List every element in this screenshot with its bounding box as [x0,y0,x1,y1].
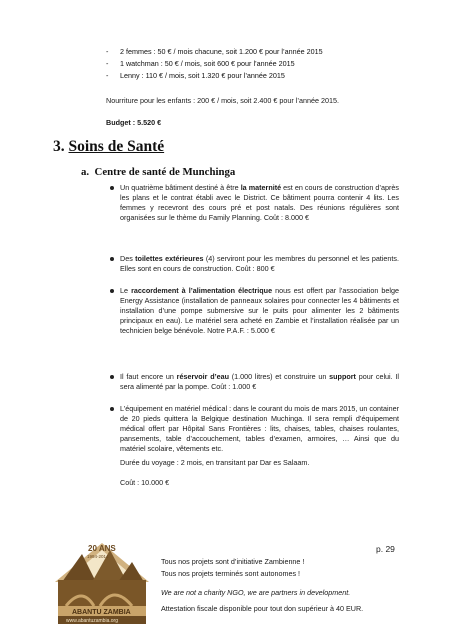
budget-line-text: 1 watchman : 50 € / mois, soit 600 € pour l’année 2015 [120,59,295,68]
budget-total: Budget : 5.520 € [106,118,162,127]
bullet-marker [110,186,114,190]
text-run: est en cours de construction d’après les plans et le contrat établi avec le District. Ce bâtiment pourra contenir 4 lits. Les femmes y recevront des cours pré et post natals. Des réunions régulières sont organisées sur le thème du Family Planning. Coût : 8.000 € [120,183,399,222]
container-cost: Coût : 10.000 € [120,478,170,487]
subsection-title: Centre de santé de Munchinga [94,166,236,178]
text-run: pour celui. Il sera alimenté par la pompe. Coût : 1.000 € [120,372,400,391]
text-run: Il faut encore un [120,372,177,381]
text-run: (4) serviront pour les membres du personnel et les patients. Elles sont en cours de construction. Coût : 800 € [120,254,399,273]
footer-tax-certificate: Attestation fiscale disponible pour tout don supérieur à 40 EUR. [161,604,364,613]
logo-name: ABANTU ZAMBIA [72,609,131,616]
dash-marker: - [106,47,109,56]
footer-motto: We are not a charity NGO, we are partners in development. [161,588,351,597]
bullet-paragraph-toilets [120,254,399,274]
bullet-marker [110,289,114,293]
logo-years: 1994-2014 [87,554,109,559]
bold-term: support [329,372,356,381]
subsection-heading [81,166,235,179]
text-run: Des [120,254,136,263]
text-run: Un quatrième bâtiment destiné à être [120,183,241,192]
bold-term: toilettes extérieures [135,254,204,263]
budget-line-text: Lenny : 110 € / mois, soit 1.320 € pour l’année 2015 [120,71,285,80]
section-heading [53,138,164,156]
bold-term: réservoir d’eau [176,372,229,381]
budget-line [106,71,285,81]
subsection-letter: a. [81,166,90,178]
bullet-paragraph-maternity [120,183,399,223]
text-run: (1.000 litres) et construire un [229,372,330,381]
logo-graphic [52,540,152,625]
budget-line [106,59,295,69]
bullet-marker [110,407,114,411]
footer-autonomous: Tous nos projets terminés sont autonomes ! [161,569,301,578]
bullet-marker [110,257,114,261]
page-number: p. 29 [376,544,395,554]
logo-url: www.abantuzambia.org [66,618,118,624]
dash-marker: - [106,71,109,80]
dash-marker: - [106,59,109,68]
budget-line [106,47,323,57]
food-budget-line: Nourriture pour les enfants : 200 € / mois, soit 2.400 € pour l’année 2015. [106,96,339,105]
text-run: nous est offert par l’association belge Energy Assistance (installation de panneaux solaires pour connecter les 4 bâtiments et installation d’une pompe submersive sur le puits pour alimenter les 2 bâtiments principaux en eau). Le matériel sera acheté en Zambie et l’installation réalisée par un technicien belge bénévole. Notre P.A.F. : 5.000 € [120,286,400,335]
voyage-duration: Durée du voyage : 2 mois, en transitant par Dar es Salaam. [120,458,310,467]
bullet-paragraph-electricity [120,286,399,336]
bold-term: la maternité [240,183,282,192]
bullet-paragraph-water-tank [120,372,399,392]
logo-anniversary: 20 ANS [88,544,116,553]
section-title: Soins de Santé [68,138,165,155]
section-number: 3. [53,138,65,155]
text-run: Le [120,286,132,295]
footer-initiative: Tous nos projets sont d’initiative Zambienne ! [161,557,305,566]
bullet-paragraph-medical-equipment: L’équipement en matériel médical : dans le courant du mois de mars 2015, un container de 20 pieds quittera la Belgique destination Muchinga. Il sera rempli d’équipement médical offert par Hôpital Sans Frontières : lits, chaises, tables, chaises roulantes, pansements, table d’accouchement, tables d’examen, armoires, … Ainsi que du matériel scolaire, vêtements etc. [120,404,399,453]
bullet-marker [110,375,114,379]
abantu-zambia-logo [52,540,152,625]
bold-term: raccordement à l’alimentation électrique [131,286,273,295]
budget-line-text: 2 femmes : 50 € / mois chacune, soit 1.200 € pour l’année 2015 [120,47,323,56]
